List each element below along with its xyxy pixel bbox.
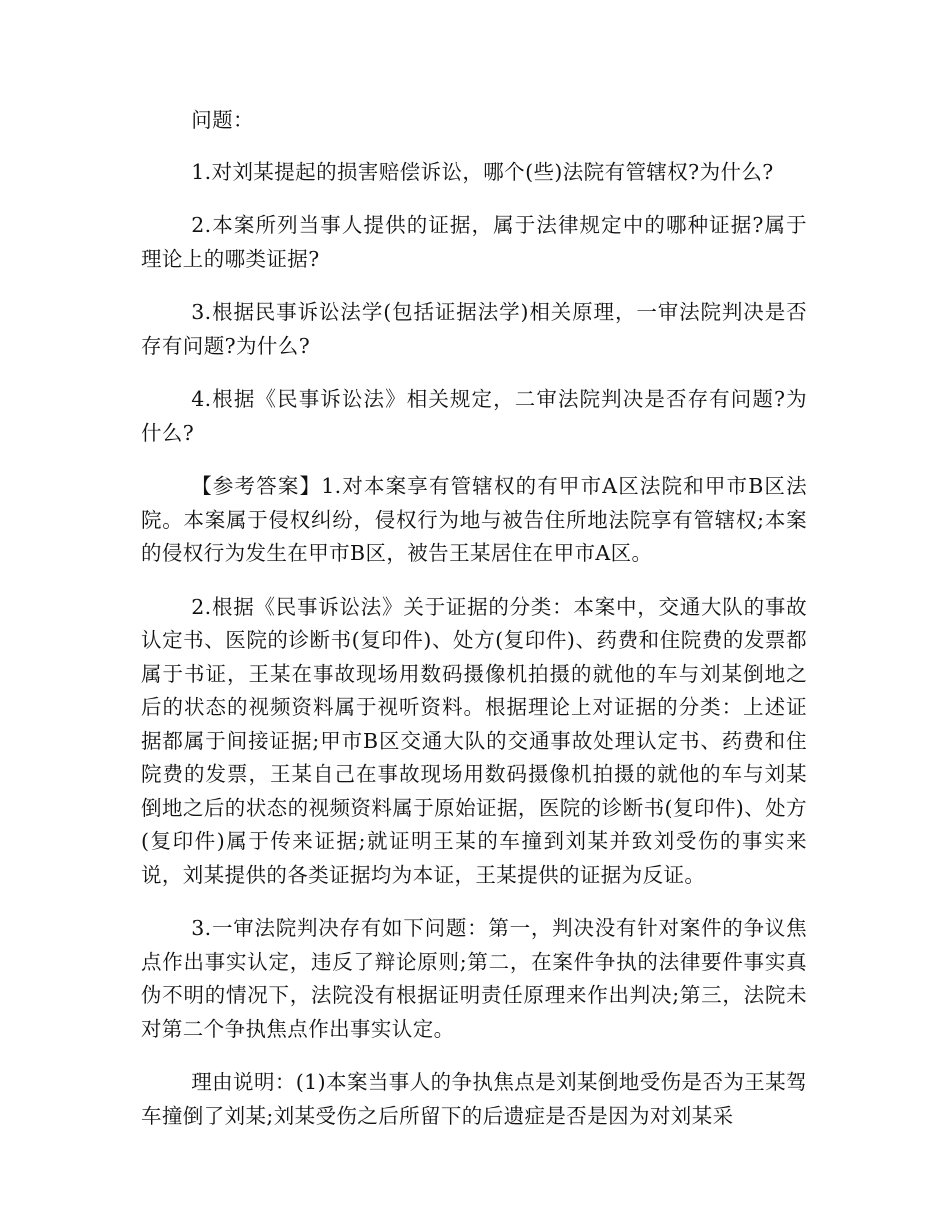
answer-2: 2.根据《民事诉讼法》关于证据的分类：本案中，交通大队的事故认定书、医院的诊断书(复印件)、处方(复印件)、药费和住院费的发票都属于书证，王某在事故现场用数码摄像机拍摄的就他的车与刘某倒地之后的状态的视频资料属于视听资料。根据理论上对证据的分类：上述证据都属于间接证据;甲市B区交通大队的交通事故处理认定书、药费和住院费的发票，王某自己在事故现场用数码摄像机拍摄的就他的车与刘某倒地之后的状态的视频资料属于原始证据，医院的诊断书(复印件)、处方(复印件)属于传来证据;就证明王某的车撞到刘某并致刘受伤的事实来说，刘某提供的各类证据均为本证，王某提供的证据为反证。 [141, 594, 807, 887]
answer-3: 3.一审法院判决存有如下问题：第一，判决没有针对案件的争议焦点作出事实认定，违反了辩论原则;第二，在案件争执的法律要件事实真伪不明的情况下，法院没有根据证明责任原理来作出判决;第三，法院未对第二个争执焦点作出事实认定。 [141, 916, 807, 1041]
document-body [141, 104, 807, 1153]
questions-heading: 问题： [191, 108, 254, 132]
question-1: 1.对刘某提起的损害赔偿诉讼，哪个(些)法院有管辖权?为什么? [191, 159, 774, 184]
answer-1: 【参考答案】1.对本案享有管辖权的有甲市A区法院和甲市B区法院。本案属于侵权纠纷，侵权行为地与被告住所地法院享有管辖权;本案的侵权行为发生在甲市B区，被告王某居住在甲市A区。 [141, 474, 807, 565]
question-3: 3.根据民事诉讼法学(包括证据法学)相关原理，一审法院判决是否存有问题?为什么? [141, 300, 807, 358]
reason-explanation: 理由说明：(1)本案当事人的争执焦点是刘某倒地受伤是否为王某驾车撞倒了刘某;刘某受伤之后所留下的后遗症是否是因为对刘某采 [141, 1070, 807, 1128]
question-4: 4.根据《民事诉讼法》相关规定，二审法院判决是否存有问题?为什么? [141, 387, 807, 445]
question-2: 2.本案所列当事人提供的证据，属于法律规定中的哪种证据?属于理论上的哪类证据? [141, 213, 807, 271]
